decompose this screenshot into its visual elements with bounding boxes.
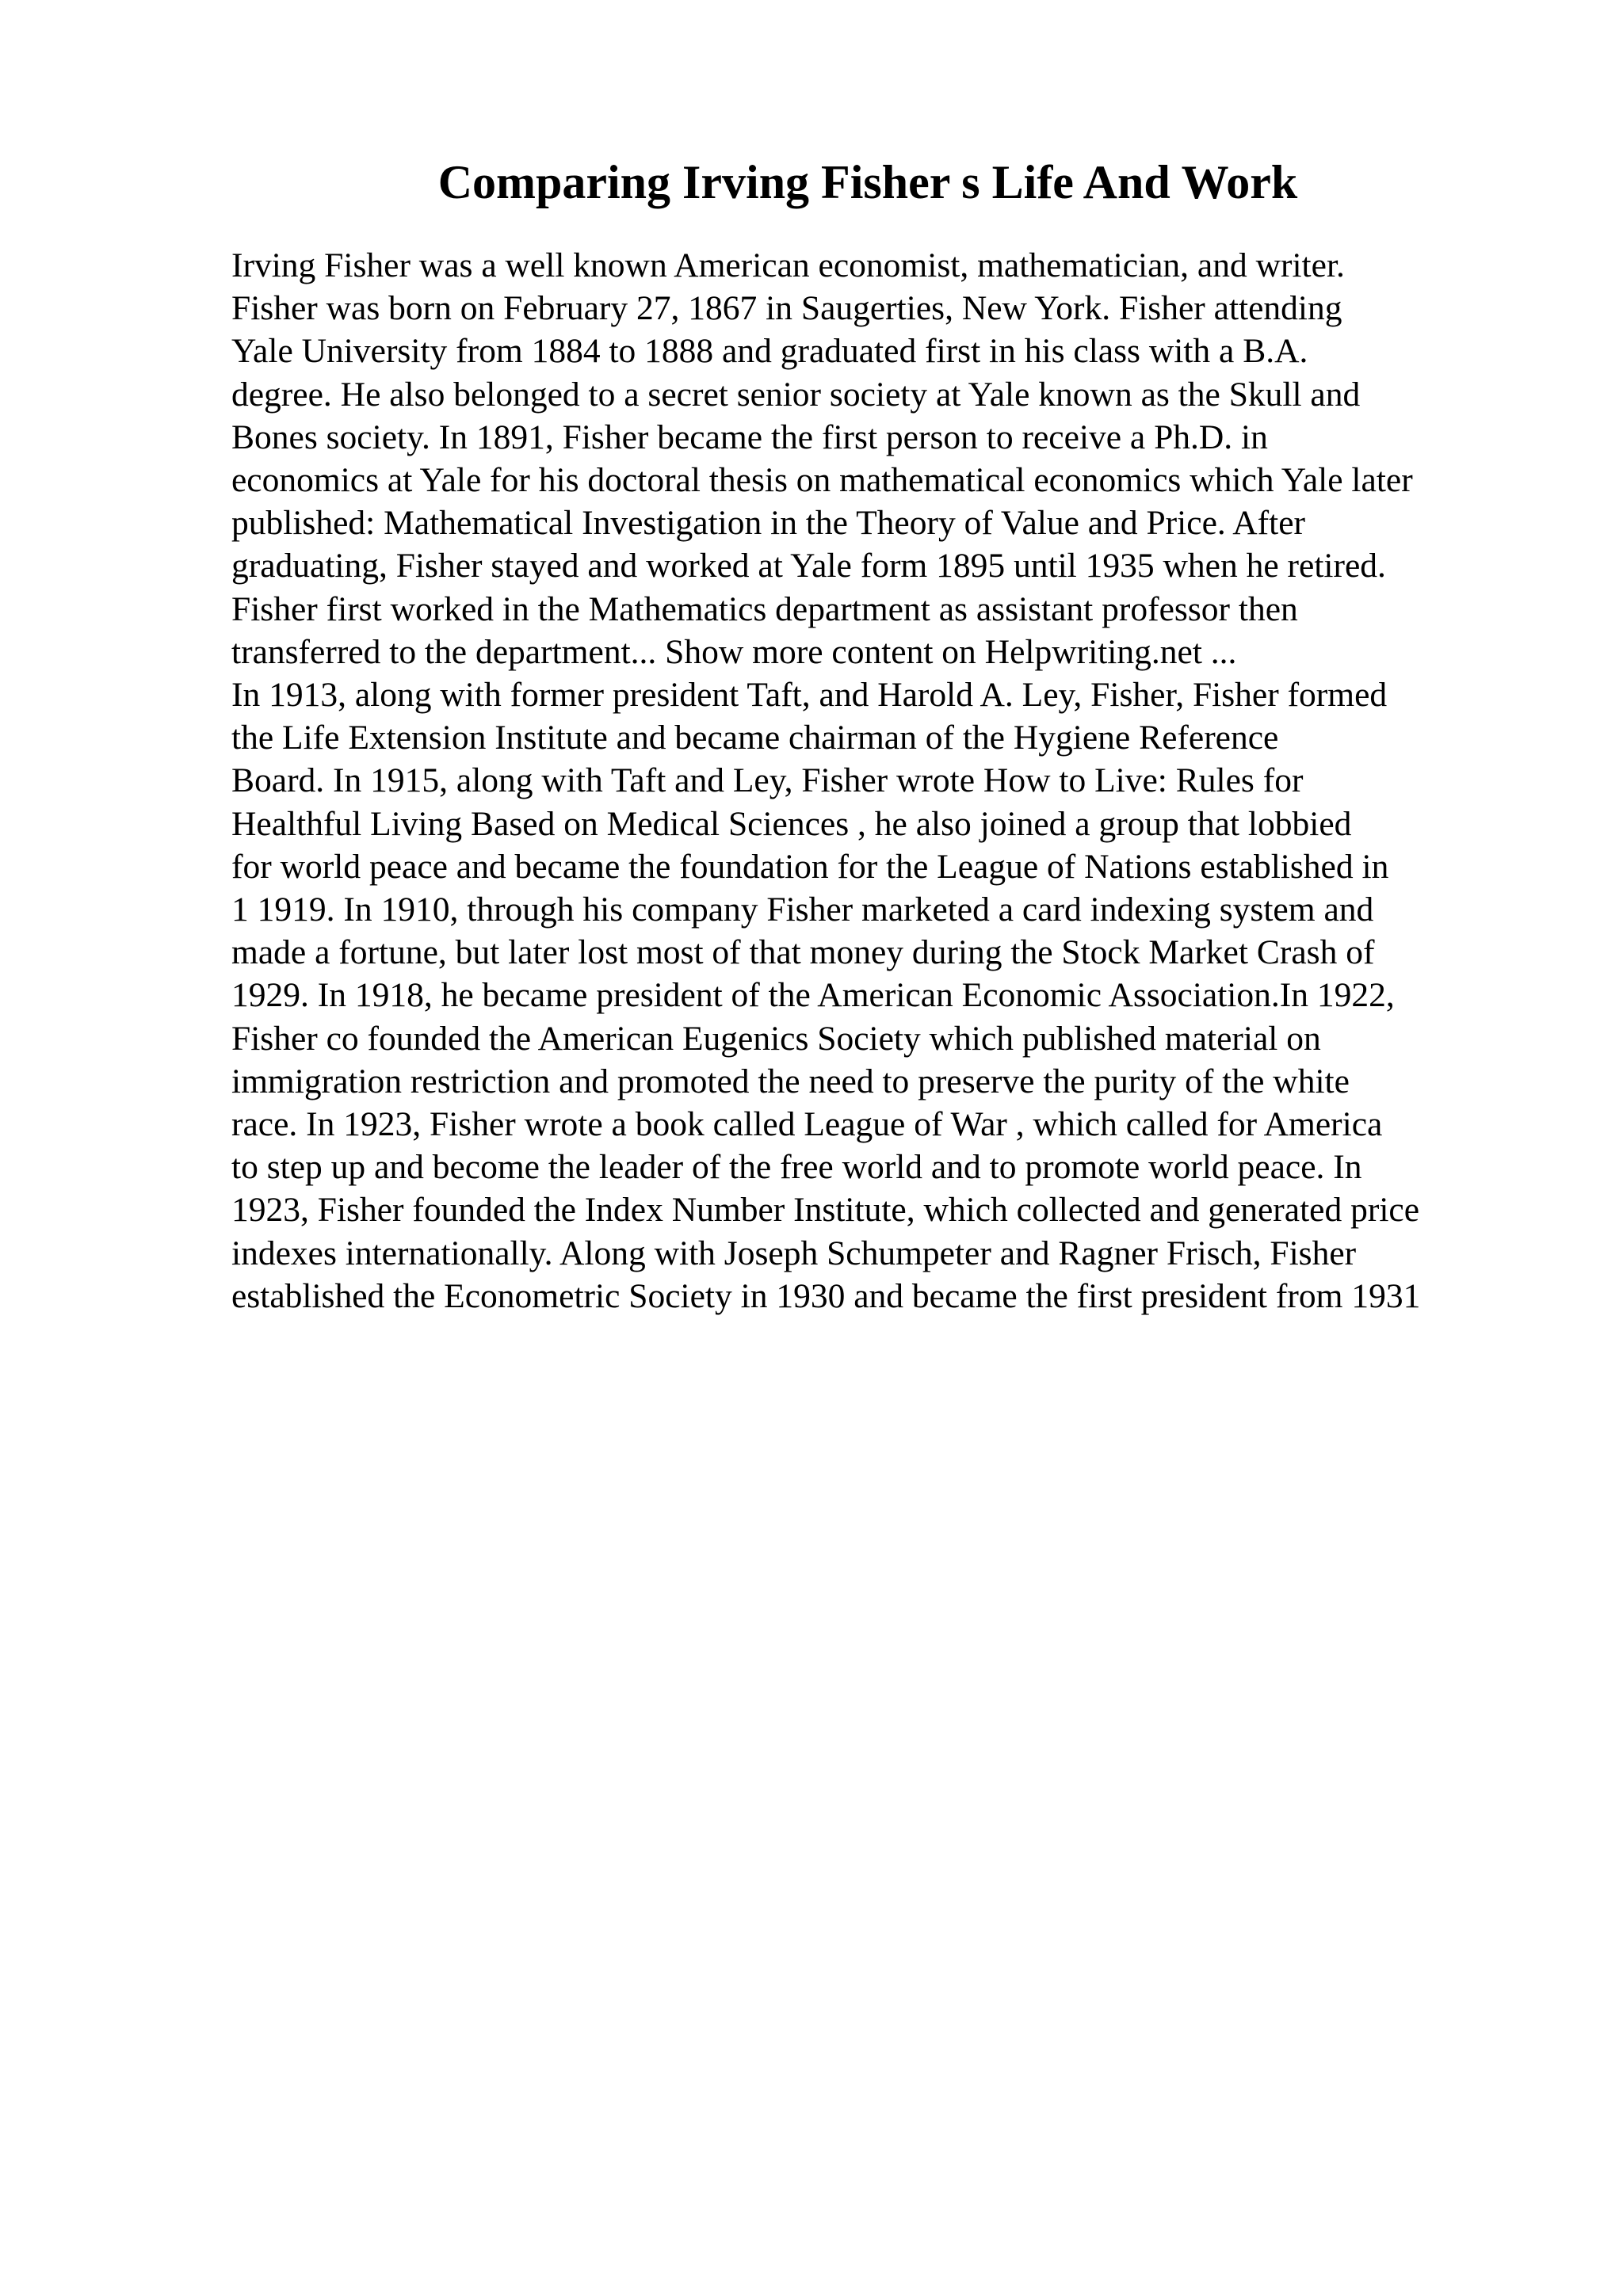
- body-line: Bones society. In 1891, Fisher became the first person to receive a Ph.D. in: [231, 418, 1268, 456]
- body-line: 1 1919. In 1910, through his company Fisher marketed a card indexing system and: [231, 891, 1374, 929]
- document-title: Comparing Irving Fisher s Life And Work: [437, 156, 1298, 208]
- body-line: Fisher co founded the American Eugenics Society which published material on: [231, 1019, 1321, 1058]
- body-line: economics at Yale for his doctoral thesis on mathematical economics which Yale later: [231, 461, 1413, 500]
- body-line: immigration restriction and promoted the need to preserve the purity of the white: [231, 1062, 1350, 1100]
- body-line: Board. In 1915, along with Taft and Ley, Fisher wrote How to Live: Rules for: [231, 761, 1304, 800]
- body-line: In 1913, along with former president Taft, and Harold A. Ley, Fisher, Fisher formed: [231, 676, 1388, 715]
- body-line: made a fortune, but later lost most of that money during the Stock Market Crash of: [231, 933, 1375, 972]
- body-line: to step up and become the leader of the free world and to promote world peace. In: [231, 1148, 1362, 1187]
- body-line: Fisher was born on February 27, 1867 in Saugerties, New York. Fisher attending: [231, 289, 1342, 328]
- body-line: graduating, Fisher stayed and worked at Yale form 1895 until 1935 when he retired.: [231, 547, 1386, 585]
- body-line: the Life Extension Institute and became chairman of the Hygiene Reference: [231, 719, 1279, 757]
- body-line: published: Mathematical Investigation in the Theory of Value and Price. After: [231, 504, 1305, 543]
- body-line: Fisher first worked in the Mathematics department as assistant professor then: [231, 589, 1298, 628]
- body-line: Irving Fisher was a well known American economist, mathematician, and writer.: [231, 246, 1345, 284]
- document-body: [231, 244, 1623, 1318]
- body-line: indexes internationally. Along with Joseph Schumpeter and Ragner Frisch, Fisher: [231, 1234, 1357, 1272]
- body-line: 1929. In 1918, he became president of the American Economic Association.In 1922,: [231, 976, 1395, 1015]
- body-line: 1923, Fisher founded the Index Number Institute, which collected and generated price: [231, 1191, 1420, 1230]
- body-line: for world peace and became the foundation for the League of Nations established in: [231, 847, 1389, 886]
- body-line: race. In 1923, Fisher wrote a book called League of War , which called for America: [231, 1105, 1383, 1144]
- body-line: Yale University from 1884 to 1888 and graduated first in his class with a B.A.: [231, 332, 1308, 371]
- body-line: degree. He also belonged to a secret senior society at Yale known as the Skull and: [231, 375, 1361, 414]
- body-line: Healthful Living Based on Medical Sciences , he also joined a group that lobbied: [231, 804, 1352, 843]
- body-line: transferred to the department... Show more content on Helpwriting.net ...: [231, 632, 1237, 671]
- body-line: established the Econometric Society in 1930 and became the first president from 1931: [231, 1276, 1421, 1315]
